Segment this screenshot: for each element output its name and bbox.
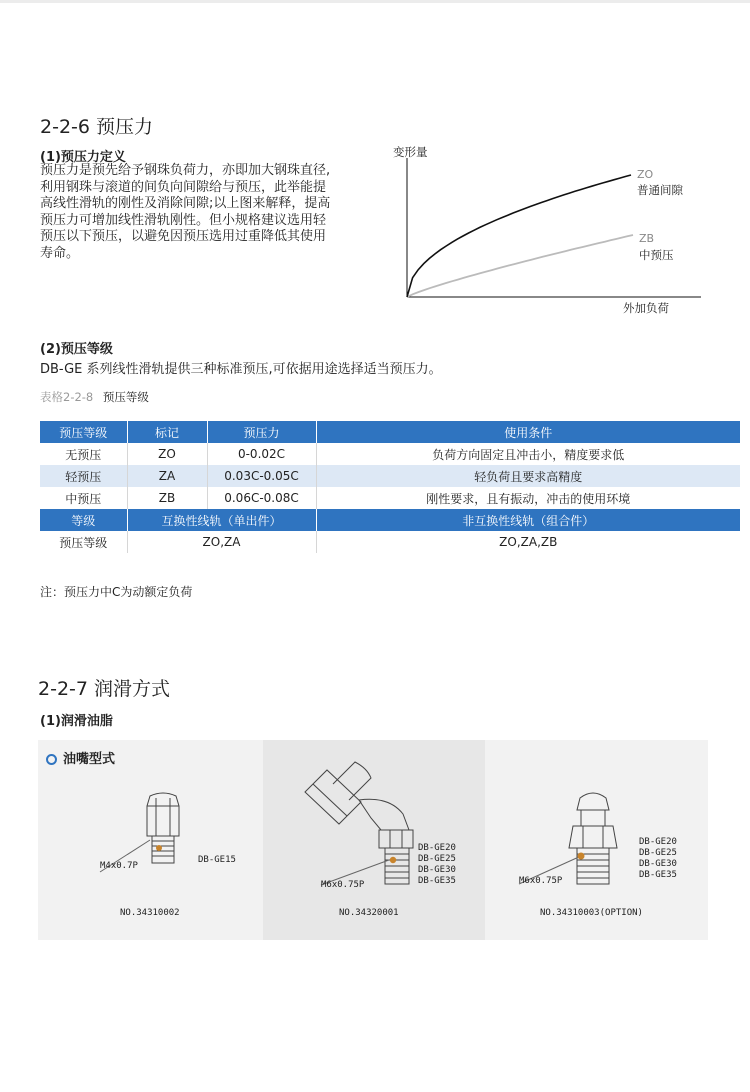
definition-line: 预压以下预压，以避免因预压选用过重降低其使用 <box>40 229 327 244</box>
grease-nipple-panel-1 <box>38 740 263 940</box>
grease-nipple-panel-2 <box>263 740 485 940</box>
preload-definition-title: (1)预压力定义 <box>40 150 126 165</box>
thread-spec: M6x0.75P <box>519 876 563 886</box>
rail-model: DB-GE20 <box>418 843 456 853</box>
section-heading-preload: 2-2-6 预压力 <box>40 116 154 138</box>
table-caption-number: 表格2-2-8 <box>40 390 94 404</box>
rail-model: DB-GE25 <box>639 848 677 858</box>
y-axis-label: 变形量 <box>393 145 428 159</box>
grease-nipple-panel-3 <box>485 740 708 940</box>
part-number: NO.34310003(OPTION) <box>540 908 643 918</box>
section-heading-lubrication: 2-2-7 润滑方式 <box>38 678 171 700</box>
table-caption-text: 预压等级 <box>102 390 149 404</box>
table-cell: ZO,ZA,ZB <box>499 535 558 549</box>
grease-nipple-panels <box>38 740 708 940</box>
rail-model: DB-GE15 <box>198 855 236 865</box>
table-cell: 轻负荷且要求高精度 <box>316 465 740 487</box>
table-subheader-cell: 等级 <box>40 509 127 531</box>
definition-line: 预压力可增加线性滑轨刚性。但小规格建议选用轻 <box>40 212 327 228</box>
table-cell: ZB <box>127 487 207 509</box>
lubrication-grease-title: (1)润滑油脂 <box>40 714 113 729</box>
preload-definition-text <box>40 163 370 262</box>
part-number: NO.34320001 <box>339 908 399 918</box>
rail-model: DB-GE35 <box>639 870 677 880</box>
table-row <box>40 531 740 553</box>
table-subheader-cell: 非互换性线轨（组合件） <box>316 509 740 531</box>
definition-line: 高线性滑轨的刚性及消除间隙;以上图来解释，提高 <box>40 196 331 211</box>
preload-grade-intro: DB-GE 系列线性滑轨提供三种标准预压,可依据用途选择适当预压力。 <box>40 362 442 377</box>
preload-grade-title: (2)预压等级 <box>40 342 113 357</box>
table-header-cell: 使用条件 <box>316 421 740 443</box>
table-cell: 预压等级 <box>40 531 127 553</box>
table-row <box>40 443 740 465</box>
table-cell: 轻预压 <box>40 465 127 487</box>
table-header-cell: 预压等级 <box>40 421 127 443</box>
table-cell: 0-0.02C <box>207 443 316 465</box>
table-header-cell: 预压力 <box>207 421 316 443</box>
series-code-zo: ZO <box>637 168 654 181</box>
rail-model: DB-GE30 <box>639 859 677 869</box>
preload-grade-table <box>40 421 740 553</box>
part-number: NO.34310002 <box>120 908 180 918</box>
series-code-zb: ZB <box>639 232 655 245</box>
chart-svg <box>385 140 725 325</box>
table-cell: 中预压 <box>40 487 127 509</box>
table-row <box>40 487 740 509</box>
definition-line: 寿命。 <box>40 245 80 261</box>
x-axis-label: 外加负荷 <box>623 301 669 315</box>
rail-model: DB-GE30 <box>418 865 456 875</box>
definition-line: 预压力是预先给予钢珠负荷力，亦即加大钢珠直径, <box>40 163 331 178</box>
table-caption <box>40 389 149 405</box>
table-row <box>40 465 740 487</box>
rail-model: DB-GE25 <box>418 854 456 864</box>
table-header-row <box>40 421 740 443</box>
table-cell: ZA <box>127 465 207 487</box>
series-line-zb <box>407 235 633 297</box>
thread-spec: M4x0.7P <box>100 861 138 871</box>
table-cell: ZO <box>127 443 207 465</box>
table-cell: ZO,ZA <box>127 531 316 553</box>
definition-line: 利用钢珠与滚道的间负向间隙给与预压，此举能提 <box>40 179 327 195</box>
table-note: 注：预压力中C为动额定负荷 <box>40 585 193 599</box>
table-cell: 刚性要求，且有振动，冲击的使用环境 <box>426 491 631 506</box>
table-cell: 负荷方向固定且冲击小，精度要求低 <box>432 447 625 462</box>
table-cell: 0.06C-0.08C <box>207 487 316 509</box>
table-header-cell: 标记 <box>127 421 207 443</box>
series-label-zo: 普通间隙 <box>637 183 683 197</box>
table-subheader-cell: 互换性线轨（单出件） <box>127 509 316 531</box>
thread-spec: M6x0.75P <box>321 880 365 890</box>
preload-deformation-chart <box>385 140 725 325</box>
top-divider <box>0 0 750 3</box>
table-subheader-row <box>40 509 740 531</box>
table-cell: 0.03C-0.05C <box>207 465 316 487</box>
series-line-zo <box>407 175 631 297</box>
rail-model: DB-GE20 <box>639 837 677 847</box>
table-cell: 无预压 <box>40 443 127 465</box>
series-label-zb: 中预压 <box>639 248 674 262</box>
nipple-type-label: 油嘴型式 <box>63 752 116 767</box>
rail-model: DB-GE35 <box>418 876 456 886</box>
